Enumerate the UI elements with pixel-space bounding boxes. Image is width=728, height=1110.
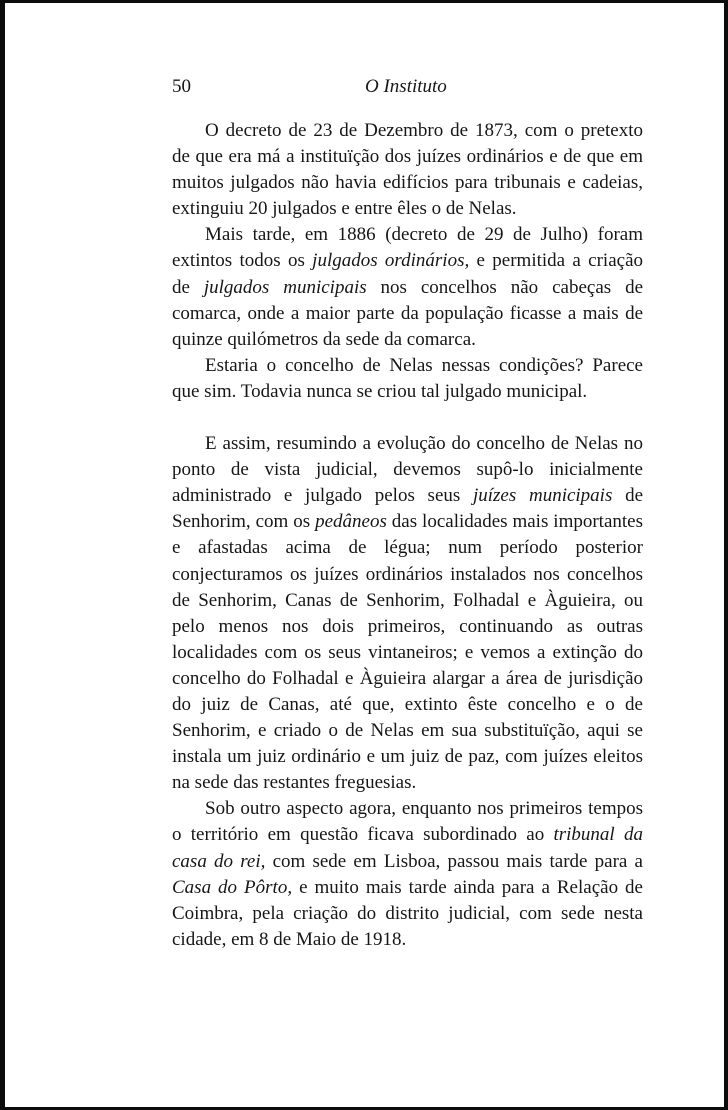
paragraph-text: com sede em Lisboa, passou mais tarde para a [265, 850, 643, 872]
paragraph-text: das localidades mais importantes e afastadas acima de légua; num período posterior conjecturamos os juízes ordinários instalados nos concelhos de Senhorim, Canas de Senhorim, Folhadal e Àguieira, ou pelo menos nos dois primeiros, continuando as outras localidades com os seus vintaneiros; e vemos a extinção do concelho do Folhadal e Àguieira alargar a área de jurisdição do juiz de Canas, até que, extinto êste concelho e o de Senhorim, e criado o de Nelas em sua substituïção, aqui se instala um juiz ordinário e um juiz de paz, com juízes eleitos na sede das restantes freguesias. [172, 511, 643, 794]
paragraph-1 [172, 118, 643, 222]
italic-term: julgados municipais [203, 276, 367, 298]
book-page [172, 74, 643, 953]
running-head [172, 74, 643, 104]
paragraph-text: e permitida a criação de [172, 250, 643, 298]
paragraph-text: e muito mais tarde ainda para a Relação de Coimbra, pela criação do distrito judicial, com sede nesta cidade, em 8 de Maio de 1918. [172, 876, 643, 950]
paragraph-text: de Senhorim, com os [172, 485, 643, 533]
scan-border-left [0, 0, 5, 1110]
italic-term: juízes municipais [472, 485, 613, 507]
paragraph-text: O decreto de 23 de Dezembro de 1873, com o pretexto de que era má a instituïção dos juízes ordinários e de que em muitos julgados não havia edifícios para tribunais e cadeias, extinguiu 20 julgados e entre êles o de Nelas. [172, 120, 643, 220]
paragraph-text: Estaria o concelho de Nelas nessas condições? Parece que sim. Todavia nunca se criou tal julgado municipal. [172, 354, 643, 402]
italic-term: pedâneos [315, 511, 387, 533]
italic-term: tribunal da casa do rei, [172, 824, 643, 872]
italic-term: julgados ordinários, [312, 250, 470, 272]
paragraph-text: Sob outro aspecto agora, enquanto nos primeiros tempos o território em questão ficava subordinado ao [172, 798, 643, 846]
paragraph-text: Mais tarde, em 1886 (decreto de 29 de Julho) foram extintos todos os [172, 224, 643, 272]
paragraph-4 [172, 431, 643, 796]
body-text [172, 118, 643, 953]
running-title: O Instituto [365, 76, 447, 97]
scan-border-top [0, 0, 728, 3]
paragraph-3 [172, 353, 643, 405]
page-number: 50 [172, 76, 191, 97]
paragraph-text: nos concelhos não cabeças de comarca, onde a maior parte da população ficasse a mais de quinze quilómetros da sede da comarca. [172, 276, 644, 350]
paragraph-5 [172, 796, 643, 953]
scan-border-right [724, 0, 728, 1110]
paragraph-2 [172, 222, 643, 352]
paragraph-text: E assim, resumindo a evolução do concelho de Nelas no ponto de vista judicial, devemos supô-lo inicialmente administrado e julgado pelos seus [172, 433, 643, 507]
italic-term: Casa do Pôrto, [172, 876, 293, 898]
